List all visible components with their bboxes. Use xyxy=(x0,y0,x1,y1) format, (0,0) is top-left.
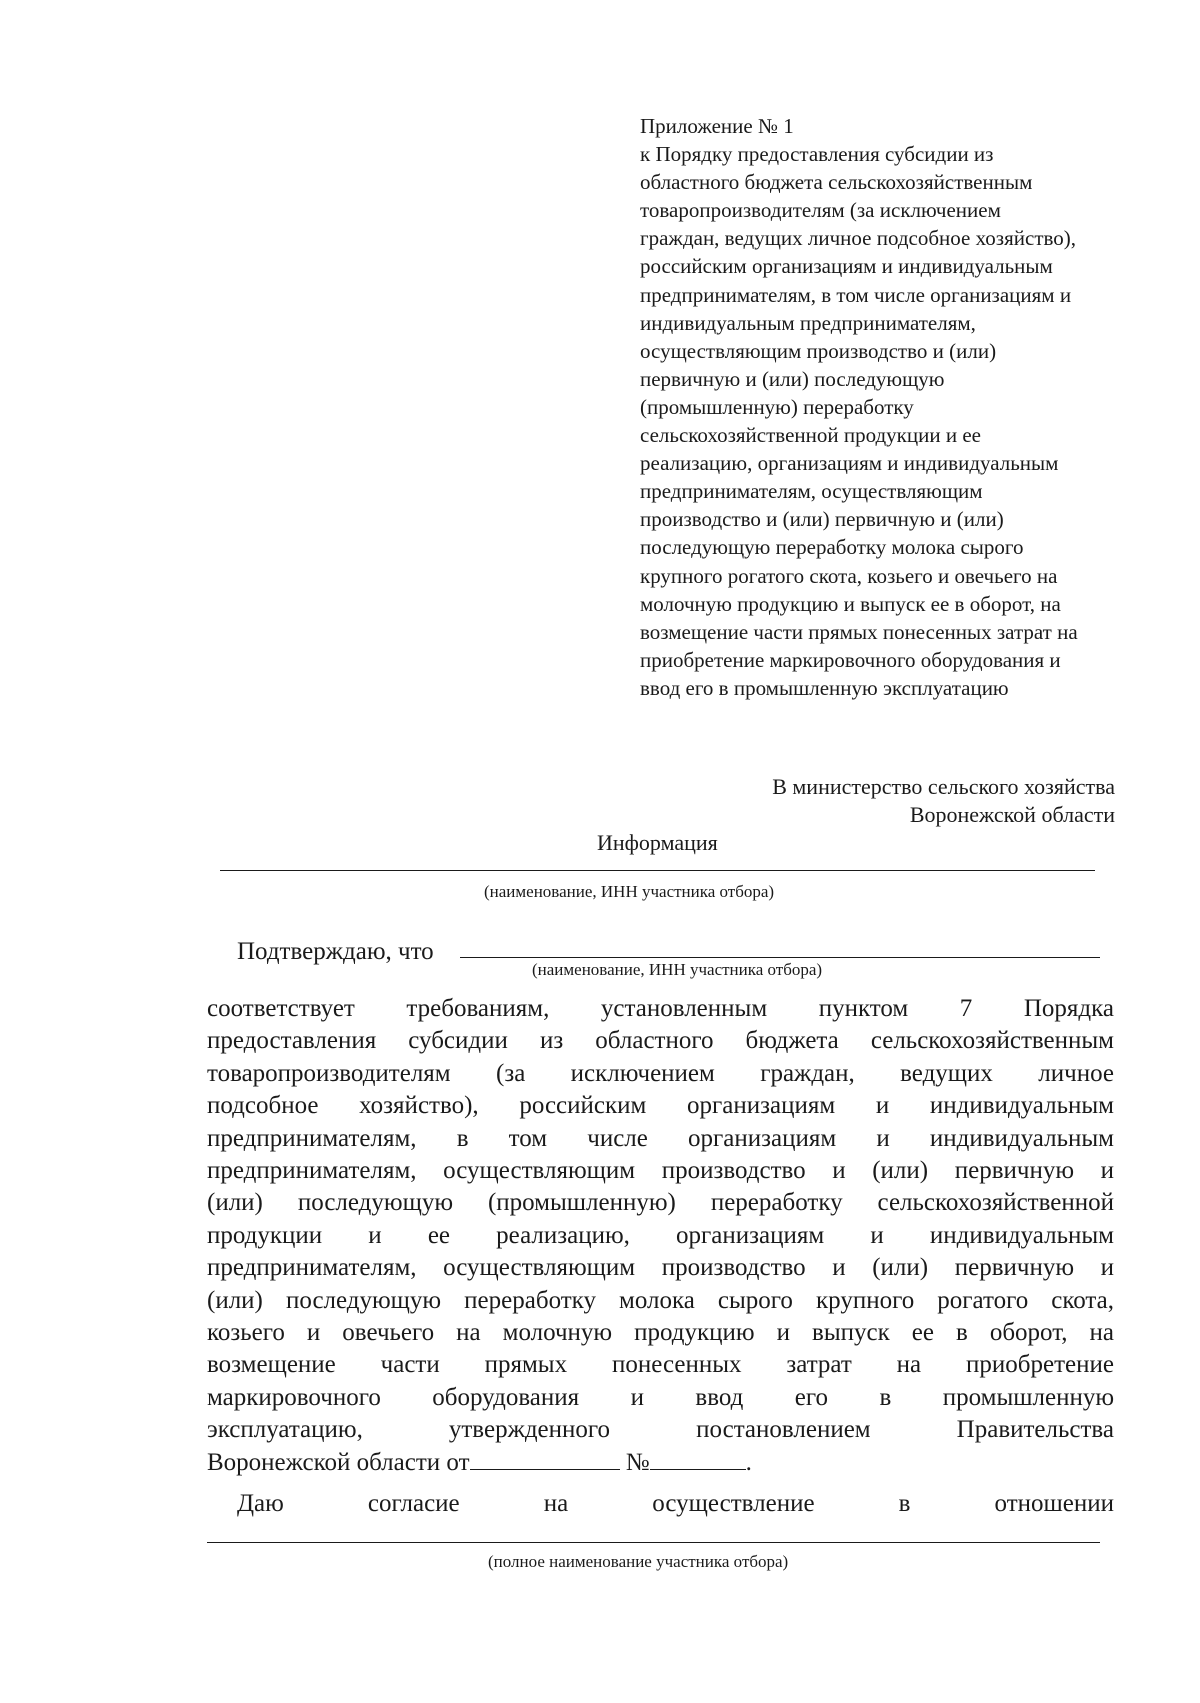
number-sign: № xyxy=(625,1448,650,1476)
paragraph-line: (или) последующую переработку молока сырого крупного рогатого скота, xyxy=(207,1286,1114,1314)
paragraph-line: возмещение части прямых понесенных затрат на приобретение xyxy=(207,1351,1114,1379)
paragraph-line: маркировочного оборудования и ввод его в промышленную xyxy=(207,1383,1114,1411)
participant-name-field-line[interactable] xyxy=(220,870,1095,871)
appendix-line: к Порядку предоставления субсидии из xyxy=(640,142,994,167)
confirm-field-caption: (наименование, ИНН участника отбора) xyxy=(532,960,823,979)
appendix-line: молочную продукцию и выпуск ее в оборот, на xyxy=(640,591,1061,616)
paragraph-line: предпринимателям, в том числе организациям и индивидуальным xyxy=(207,1124,1114,1152)
paragraph-line: предпринимателям, осуществляющим производство и (или) первичную и xyxy=(207,1157,1114,1185)
confirm-lead-text: Подтверждаю, что xyxy=(237,938,434,965)
appendix-line: реализацию, организациям и индивидуальным xyxy=(640,451,1059,476)
appendix-line: (промышленную) переработку xyxy=(640,394,914,419)
appendix-line: производство и (или) первичную и (или) xyxy=(640,507,1004,532)
addressee-line: Воронежской области xyxy=(909,802,1115,827)
appendix-line: предпринимателям, в том числе организациям и xyxy=(640,282,1072,307)
appendix-line: крупного рогатого скота, козьего и овечьего на xyxy=(640,563,1058,588)
addressee-line: В министерство сельского хозяйства xyxy=(772,774,1115,799)
appendix-line: осуществляющим производство и (или) xyxy=(640,338,997,363)
full-participant-name-field-line[interactable] xyxy=(207,1542,1100,1543)
appendix-line: областного бюджета сельскохозяйственным xyxy=(640,170,1033,195)
document-title: Информация xyxy=(597,830,718,855)
appendix-line: первичную и (или) последующую xyxy=(640,366,945,391)
resolution-date-field[interactable] xyxy=(470,1447,620,1470)
paragraph-line: предоставления субсидии из областного бюджета сельскохозяйственным xyxy=(207,1027,1114,1055)
appendix-header xyxy=(640,112,1180,702)
full-name-field-caption: (полное наименование участника отбора) xyxy=(488,1552,789,1571)
period: . xyxy=(745,1448,752,1476)
paragraph-line: предпринимателям, осуществляющим производство и (или) первичную и xyxy=(207,1254,1114,1282)
participant-field-caption: (наименование, ИНН участника отбора) xyxy=(484,882,775,901)
appendix-line: предпринимателям, осуществляющим xyxy=(640,479,983,504)
paragraph-line: подсобное хозяйство), российским организациям и индивидуальным xyxy=(207,1092,1114,1120)
appendix-line: последующую переработку молока сырого xyxy=(640,535,1024,560)
paragraph-line: соответствует требованиям, установленным пунктом 7 Порядка xyxy=(207,995,1114,1022)
appendix-line: граждан, ведущих личное подсобное хозяйство), xyxy=(640,226,1077,251)
appendix-line: товаропроизводителям (за исключением xyxy=(640,198,1001,223)
paragraph-line: эксплуатацию, утвержденного постановлением Правительства xyxy=(207,1416,1114,1444)
confirmation-paragraph xyxy=(207,993,1114,1479)
paragraph-last-line xyxy=(207,1447,1114,1479)
paragraph-line: товаропроизводителям (за исключением граждан, ведущих личное xyxy=(207,1059,1114,1087)
appendix-line: российским организациям и индивидуальным xyxy=(640,254,1053,279)
appendix-line: возмещение части прямых понесенных затрат на xyxy=(640,619,1078,644)
addressee-block xyxy=(600,773,1115,829)
consent-line: Даю согласие на осуществление в отношении xyxy=(237,1490,1114,1517)
confirm-participant-field-line[interactable] xyxy=(460,957,1100,958)
appendix-line: индивидуальным предпринимателям, xyxy=(640,310,976,335)
paragraph-line: продукции и ее реализацию, организациям и индивидуальным xyxy=(207,1221,1114,1249)
resolution-prefix: Воронежской области от xyxy=(207,1448,470,1476)
appendix-line: приобретение маркировочного оборудования и xyxy=(640,647,1061,672)
appendix-line: Приложение № 1 xyxy=(640,114,794,138)
appendix-line: сельскохозяйственной продукции и ее xyxy=(640,423,981,448)
resolution-number-field[interactable] xyxy=(650,1447,746,1470)
appendix-line: ввод его в промышленную эксплуатацию xyxy=(640,675,1009,700)
paragraph-line: козьего и овечьего на молочную продукцию и выпуск ее в оборот, на xyxy=(207,1319,1114,1347)
paragraph-line: (или) последующую (промышленную) переработку сельскохозяйственной xyxy=(207,1189,1114,1217)
